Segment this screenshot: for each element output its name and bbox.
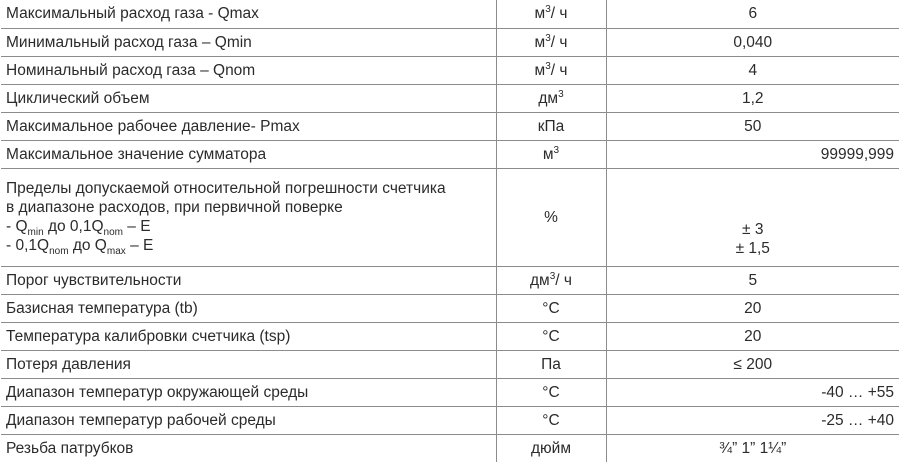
- table-row: [1, 0, 899, 28]
- unit-cell: $дм^3$: [496, 84, 606, 112]
- table-row: [1, 56, 899, 84]
- param-cell: Минимальный расход газа – Qmin: [1, 28, 496, 56]
- unit-cell: дюйм: [496, 434, 606, 462]
- param-cell: Температура калибровки счетчика (tsp): [1, 322, 496, 350]
- table-row: [1, 294, 899, 322]
- param-cell: Порог чувствительности: [1, 266, 496, 294]
- unit-cell: $м^3/$ ч: [496, 28, 606, 56]
- param-line: в диапазоне расходов, при первичной поверке: [6, 199, 343, 216]
- value-cell: 6: [606, 0, 899, 28]
- table-row: [1, 322, 899, 350]
- value-cell: [606, 168, 899, 266]
- param-cell: Номинальный расход газа – Qnom: [1, 56, 496, 84]
- value-cell: ¾” 1” 1¼”: [606, 434, 899, 462]
- table-row: [1, 378, 899, 406]
- value-cell: 4: [606, 56, 899, 84]
- unit-cell: °С: [496, 406, 606, 434]
- unit-cell: °С: [496, 294, 606, 322]
- param-cell: Диапазон температур окружающей среды: [1, 378, 496, 406]
- value-cell: 5: [606, 266, 899, 294]
- table-row: [1, 140, 899, 168]
- table-row: [1, 112, 899, 140]
- unit-cell: °С: [496, 378, 606, 406]
- unit-cell: %: [496, 168, 606, 266]
- value-line: ± 3: [742, 220, 764, 238]
- param-cell: Базисная температура (tb): [1, 294, 496, 322]
- table-row: [1, 406, 899, 434]
- value-cell: 99999,999: [606, 140, 899, 168]
- param-cell: Потеря давления: [1, 350, 496, 378]
- unit-cell: $м^3/$ ч: [496, 56, 606, 84]
- param-cell: Резьба патрубков: [1, 434, 496, 462]
- table-row: [1, 350, 899, 378]
- value-cell: -25 … +40: [606, 406, 899, 434]
- param-cell: Диапазон температур рабочей среды: [1, 406, 496, 434]
- unit-cell: кПа: [496, 112, 606, 140]
- table-row: [1, 28, 899, 56]
- value-cell: 50: [606, 112, 899, 140]
- unit-cell: $м^3/$ ч: [496, 0, 606, 28]
- param-cell: Максимальное значение сумматора: [1, 140, 496, 168]
- param-cell: Циклический объем: [1, 84, 496, 112]
- spec-table: [1, 0, 899, 462]
- unit-cell: °С: [496, 322, 606, 350]
- value-cell: 20: [606, 294, 899, 322]
- value-cell: -40 … +55: [606, 378, 899, 406]
- unit-cell: $м^3$: [496, 140, 606, 168]
- value-cell: 1,2: [606, 84, 899, 112]
- value-cell: 0,040: [606, 28, 899, 56]
- param-cell: Максимальный расход газа - Qmax: [1, 0, 496, 28]
- table-row: [1, 84, 899, 112]
- unit-cell: $дм^3/$ ч: [496, 266, 606, 294]
- value-cell: ≤ 200: [606, 350, 899, 378]
- param-cell: Максимальное рабочее давление- Pmax: [1, 112, 496, 140]
- table-row: [1, 168, 899, 266]
- table-row: [1, 434, 899, 462]
- table-row: [1, 266, 899, 294]
- value-cell: 20: [606, 322, 899, 350]
- param-line: - $0,1Q_{nom}$ до $Q_{max}$ – E: [6, 237, 154, 258]
- value-line: ± 1,5: [735, 239, 770, 257]
- param-line: Пределы допускаемой относительной погрешности счетчика: [6, 180, 446, 197]
- param-cell: [1, 168, 496, 266]
- param-line: - $Q_{min}$ до $0,1Q_{nom}$ – E: [6, 218, 151, 239]
- unit-cell: Па: [496, 350, 606, 378]
